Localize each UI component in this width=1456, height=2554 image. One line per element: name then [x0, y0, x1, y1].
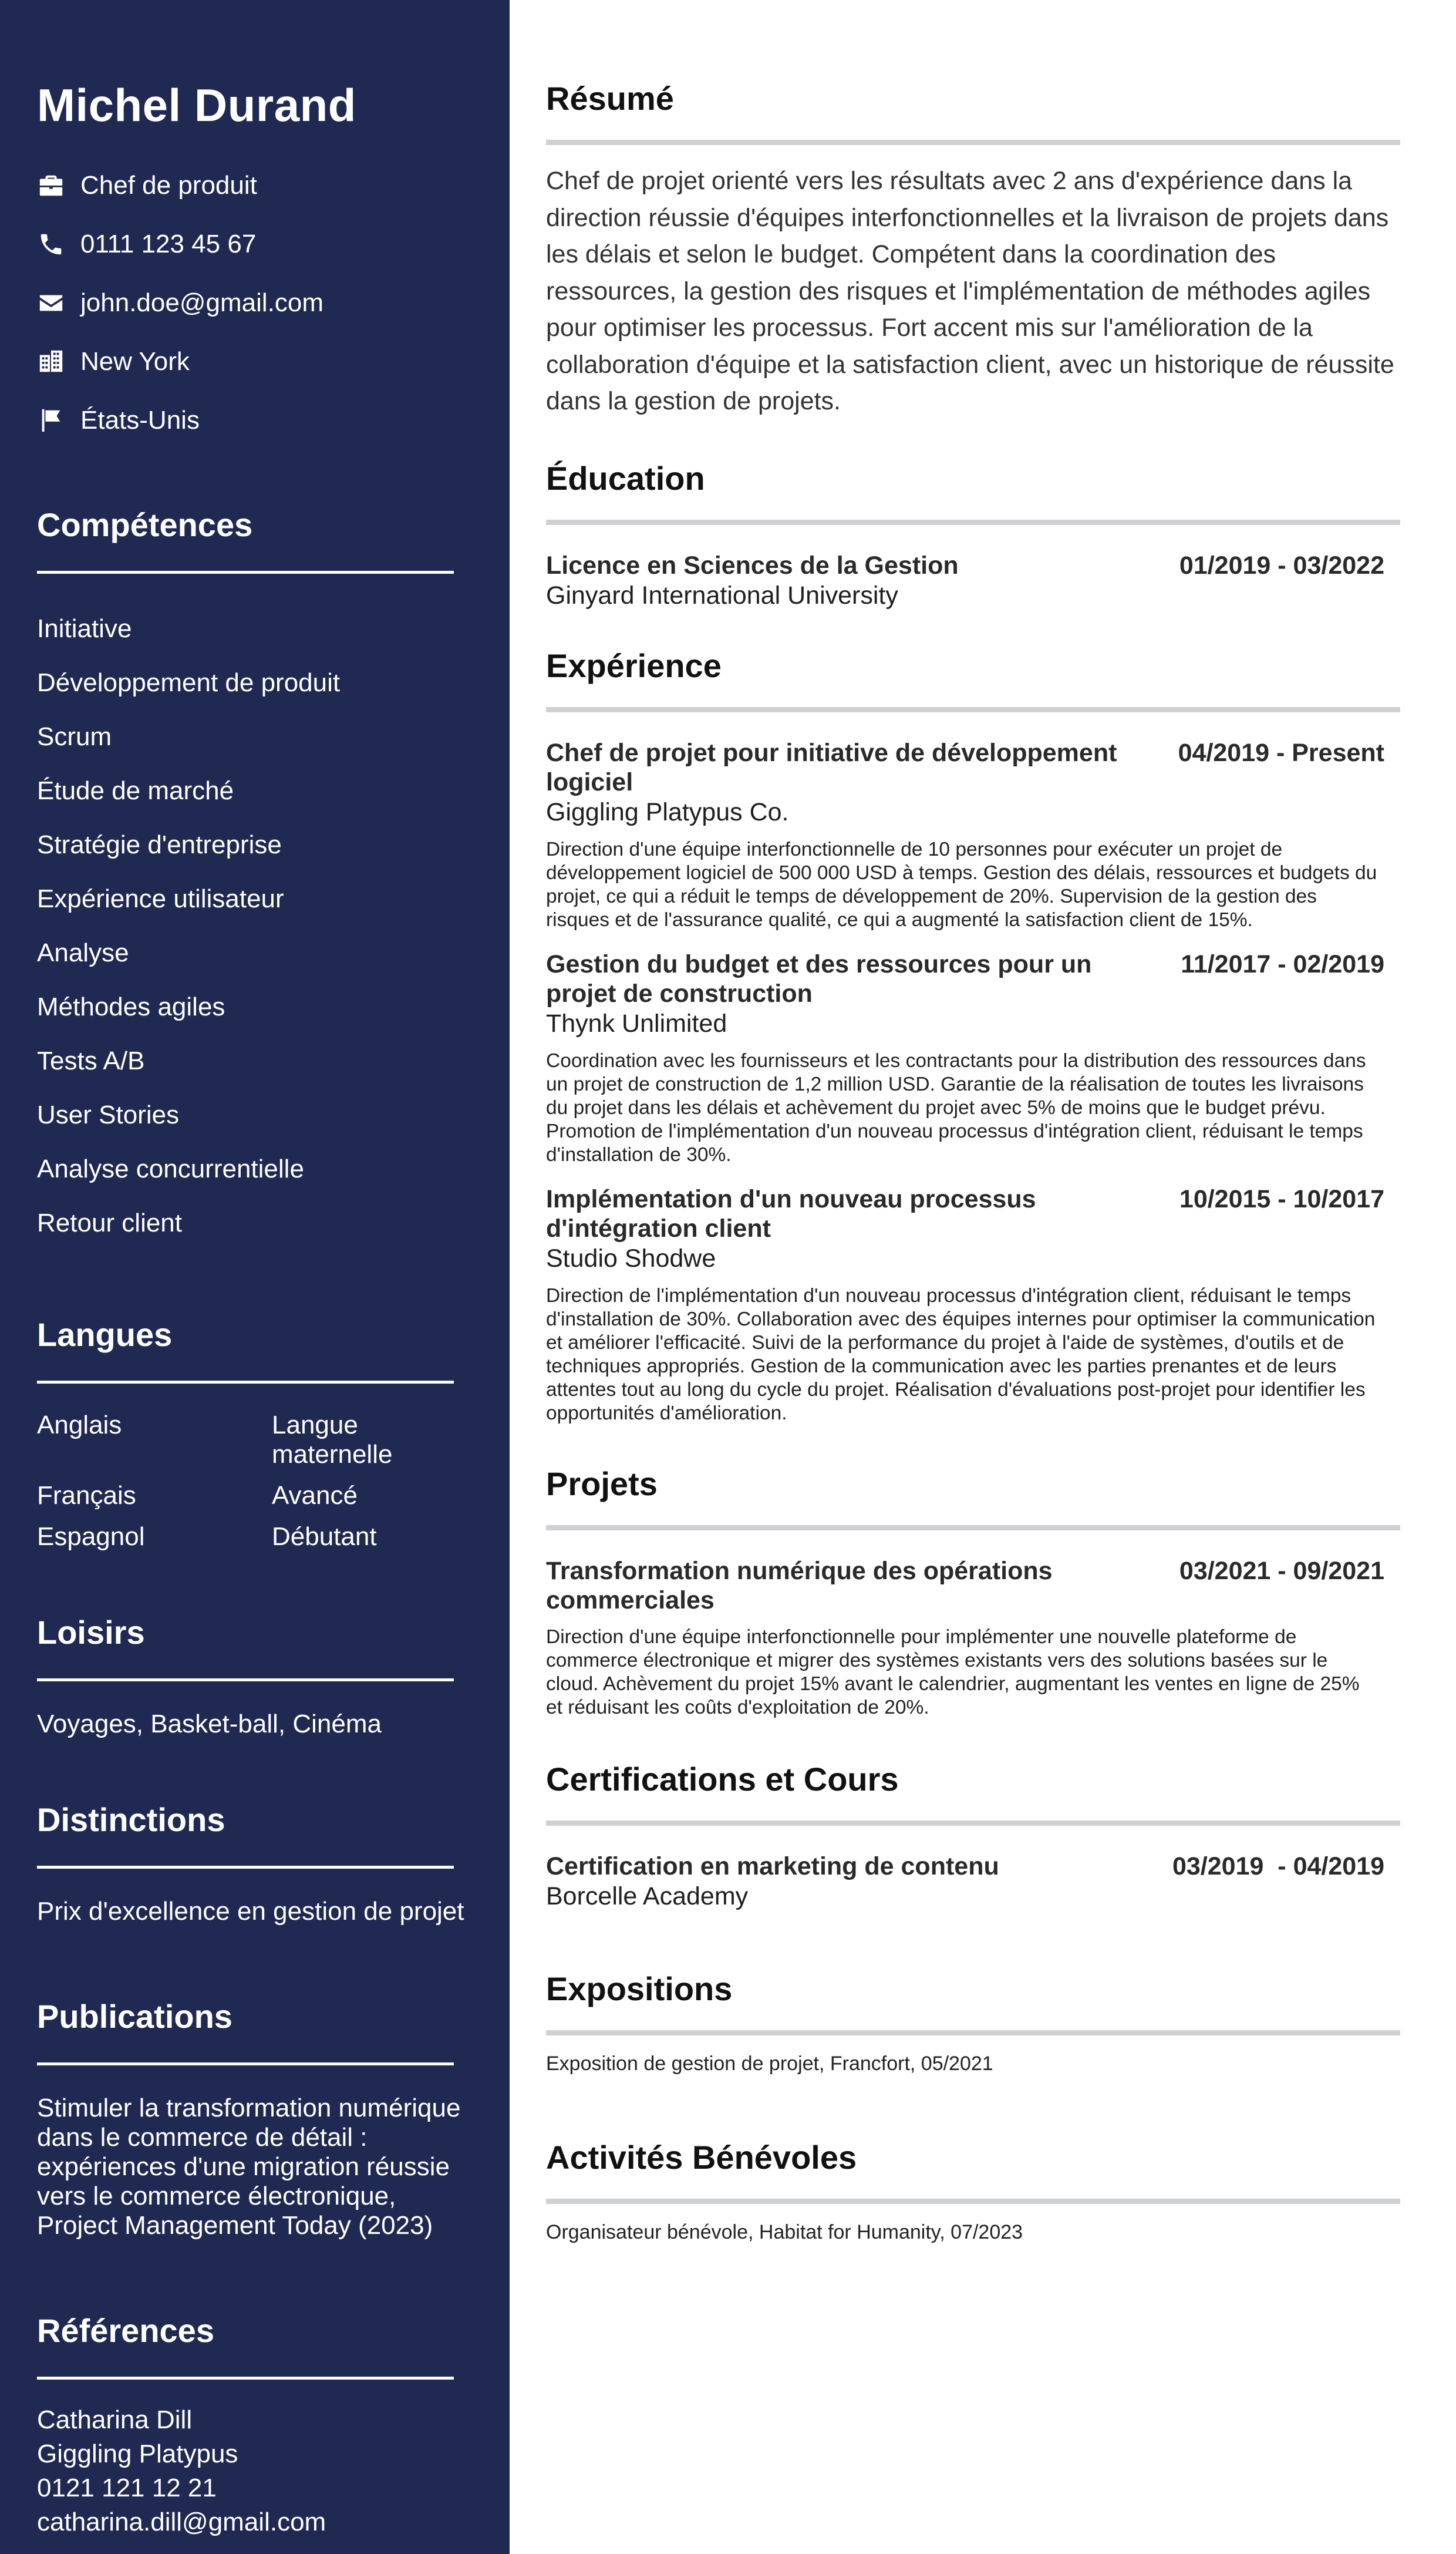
- skill-item: Scrum: [37, 722, 112, 751]
- publications-heading: Publications: [37, 1998, 232, 2035]
- email-text: john.doe@gmail.com: [80, 288, 323, 317]
- contact-phone[interactable]: [37, 215, 474, 274]
- hobbies-heading: Loisirs: [37, 1614, 145, 1651]
- language-level: Avancé: [272, 1481, 358, 1510]
- candidate-name: Michel Durand: [37, 79, 356, 131]
- exhibition-text: Exposition de gestion de projet, Francfort, 05/2021: [546, 2052, 993, 2075]
- summary-section: [546, 82, 1403, 420]
- certification-dates: 03/2019 - 04/2019: [1172, 1852, 1384, 1880]
- city-icon: [37, 348, 65, 376]
- education-section: [546, 459, 1403, 611]
- contact-email[interactable]: [37, 274, 474, 332]
- skill-item: User Stories: [37, 1101, 180, 1129]
- language-name: Anglais: [37, 1411, 122, 1439]
- project-dates: 03/2021 - 09/2021: [1179, 1556, 1384, 1585]
- summary-heading: Résumé: [546, 80, 674, 117]
- company-name: Studio Shodwe: [546, 1244, 716, 1273]
- publications-text: Stimuler la transformation numérique dans le commerce de détail : expériences d'une migration réussie vers le commerce électronique, Project Management Today (2023): [37, 2094, 461, 2240]
- skill-item: Tests A/B: [37, 1046, 145, 1075]
- volunteering-heading: Activités Bénévoles: [546, 2138, 857, 2176]
- sidebar: [0, 0, 510, 2554]
- briefcase-icon: [37, 171, 65, 200]
- job-dates: 11/2017 - 02/2019: [1181, 950, 1384, 978]
- job-description: Direction d'une équipe interfonctionnelle de 10 personnes pour exécuter un projet de développement logiciel de 500 000 USD à temps. Gestion des délais, ressources et budgets du projet, ce qui a réduit le temps de développement de 20%. Supervision de la gestion des risques et de l'assurance qualité, ce qui a augmenté la satisfaction client de 15%.: [546, 838, 1377, 931]
- divider: [37, 1381, 454, 1384]
- divider: [37, 2377, 454, 2380]
- references-section: [37, 2314, 474, 2539]
- languages-list: [37, 1411, 474, 1552]
- divider: [546, 1525, 1400, 1530]
- hobbies-section: [37, 1616, 474, 1739]
- project-entry: [546, 1556, 1403, 1720]
- project-title: Transformation numérique des opérations commerciales: [546, 1556, 1053, 1614]
- skill-item: Méthodes agiles: [37, 992, 225, 1021]
- divider: [37, 2062, 454, 2065]
- awards-text: Prix d'excellence en gestion de projet: [37, 1897, 464, 1926]
- certification-entry: [546, 1852, 1403, 1912]
- references-heading: Références: [37, 2312, 214, 2349]
- phone-text: 0111 123 45 67: [80, 230, 257, 258]
- projects-section: [546, 1465, 1403, 1720]
- country-text: États-Unis: [80, 406, 200, 435]
- experience-section: [546, 647, 1403, 1425]
- language-level: Débutant: [272, 1522, 377, 1551]
- experience-entry: [546, 738, 1403, 932]
- job-title: Gestion du budget et des ressources pour un projet de construction: [546, 950, 1092, 1008]
- skill-item: Retour client: [37, 1209, 183, 1237]
- phone-icon: [37, 230, 65, 258]
- volunteering-text: Organisateur bénévole, Habitat for Humanity, 07/2023: [546, 2220, 1023, 2243]
- experience-heading: Expérience: [546, 647, 722, 684]
- volunteering-section: [546, 2138, 1403, 2244]
- skill-item: Initiative: [37, 614, 132, 643]
- experience-entry: [546, 950, 1403, 1167]
- skill-item: Expérience utilisateur: [37, 884, 284, 913]
- language-level: Langue maternelle: [272, 1411, 393, 1469]
- divider: [546, 1821, 1400, 1826]
- divider: [546, 520, 1400, 525]
- skill-item: Développement de produit: [37, 668, 341, 697]
- job-dates: 10/2015 - 10/2017: [1179, 1185, 1384, 1213]
- certifications-heading: Certifications et Cours: [546, 1760, 899, 1798]
- exhibitions-section: [546, 1970, 1403, 2075]
- flag-icon: [37, 406, 65, 435]
- envelope-icon: [37, 289, 65, 317]
- languages-heading: Langues: [37, 1316, 173, 1353]
- divider: [37, 1866, 454, 1869]
- project-description: Direction d'une équipe interfonctionnelle pour implémenter une nouvelle plateforme de commerce électronique et migrer des systèmes existants vers des solutions basées sur le cloud. Achèvement du projet 15% avant le calendrier, augmentant les ventes en ligne de 25% et réduisant les coûts d'exploitation de 20%.: [546, 1626, 1360, 1718]
- contact-country: [37, 391, 474, 450]
- skill-item: Analyse concurrentielle: [37, 1155, 304, 1183]
- certifications-section: [546, 1760, 1403, 1912]
- skill-item: Analyse: [37, 938, 129, 967]
- reference-company: Giggling Platypus: [37, 2439, 238, 2468]
- reference-phone[interactable]: 0121 121 12 21: [37, 2474, 217, 2502]
- contact-city: [37, 332, 474, 391]
- skills-section: [37, 506, 474, 1250]
- certification-org: Borcelle Academy: [546, 1882, 749, 1910]
- job-title-text: Chef de produit: [80, 171, 257, 200]
- job-title: Chef de projet pour initiative de développement logiciel: [546, 738, 1117, 796]
- awards-section: [37, 1803, 474, 1926]
- divider: [546, 2199, 1400, 2204]
- degree-title: Licence en Sciences de la Gestion: [546, 551, 959, 580]
- hobbies-text: Voyages, Basket-ball, Cinéma: [37, 1710, 382, 1738]
- reference-email[interactable]: catharina.dill@gmail.com: [37, 2508, 326, 2536]
- company-name: Giggling Platypus Co.: [546, 798, 789, 826]
- divider: [546, 140, 1400, 145]
- city-text: New York: [80, 347, 190, 376]
- languages-section: [37, 1318, 474, 1552]
- summary-text: Chef de projet orienté vers les résultats avec 2 ans d'expérience dans la direction réussie d'équipes interfonctionnelles et la livraison de projets dans les délais et selon le budget. Compétent dans la coordination des ressources, la gestion des risques et l'implémentation de méthodes agiles pour optimiser les processus. Fort accent mis sur l'amélioration de la collaboration d'équipe et la satisfaction client, avec un historique de réussite dans la gestion de projets.: [546, 167, 1394, 415]
- divider: [37, 571, 454, 574]
- contact-list: [37, 156, 474, 450]
- company-name: Thynk Unlimited: [546, 1009, 727, 1038]
- awards-heading: Distinctions: [37, 1801, 225, 1838]
- references-list: [37, 2403, 474, 2539]
- skill-item: Étude de marché: [37, 776, 234, 805]
- skills-heading: Compétences: [37, 506, 253, 543]
- job-title: Implémentation d'un nouveau processus d'intégration client: [546, 1185, 1036, 1243]
- job-description: Coordination avec les fournisseurs et les contractants pour la distribution des ressources dans un projet de construction de 1,2 million USD. Garantie de la réalisation de toutes les livraisons du projet dans les délais et achèvement du projet avec 5% de moins que le budget prévu. Promotion de l'implémentation d'un nouveau processus d'intégration client, réduisant le temps d'installation de 30%.: [546, 1049, 1366, 1166]
- education-entry: [546, 551, 1403, 611]
- divider: [546, 707, 1400, 712]
- exhibitions-heading: Expositions: [546, 1970, 733, 2007]
- reference-name: Catharina Dill: [37, 2405, 193, 2434]
- skills-list: [37, 602, 474, 1250]
- language-name: Français: [37, 1481, 136, 1510]
- job-dates: 04/2019 - Present: [1178, 738, 1384, 767]
- divider: [546, 2030, 1400, 2035]
- main-content: [546, 0, 1403, 2244]
- education-dates: 01/2019 - 03/2022: [1179, 551, 1384, 580]
- skill-item: Stratégie d'entreprise: [37, 830, 282, 859]
- divider: [37, 1678, 454, 1681]
- projects-heading: Projets: [546, 1465, 658, 1502]
- experience-entry: [546, 1185, 1403, 1425]
- school-name: Ginyard International University: [546, 581, 898, 610]
- contact-job-title: [37, 156, 474, 215]
- education-heading: Éducation: [546, 459, 705, 497]
- certification-title: Certification en marketing de contenu: [546, 1852, 999, 1880]
- publications-section: [37, 2000, 474, 2240]
- job-description: Direction de l'implémentation d'un nouveau processus d'intégration client, réduisant le temps d'installation de 30%. Collaboration avec des équipes internes pour optimiser la communication et améliorer l'efficacité. Suivi de la performance du projet à l'aide de systèmes, d'outils et de techniques appropriés. Gestion de la communication avec les parties prenantes et de leurs attentes tout au long du cycle du projet. Réalisation d'évaluations post-projet pour identifier les opportunités d'amélioration.: [546, 1284, 1376, 1424]
- language-name: Espagnol: [37, 1522, 145, 1551]
